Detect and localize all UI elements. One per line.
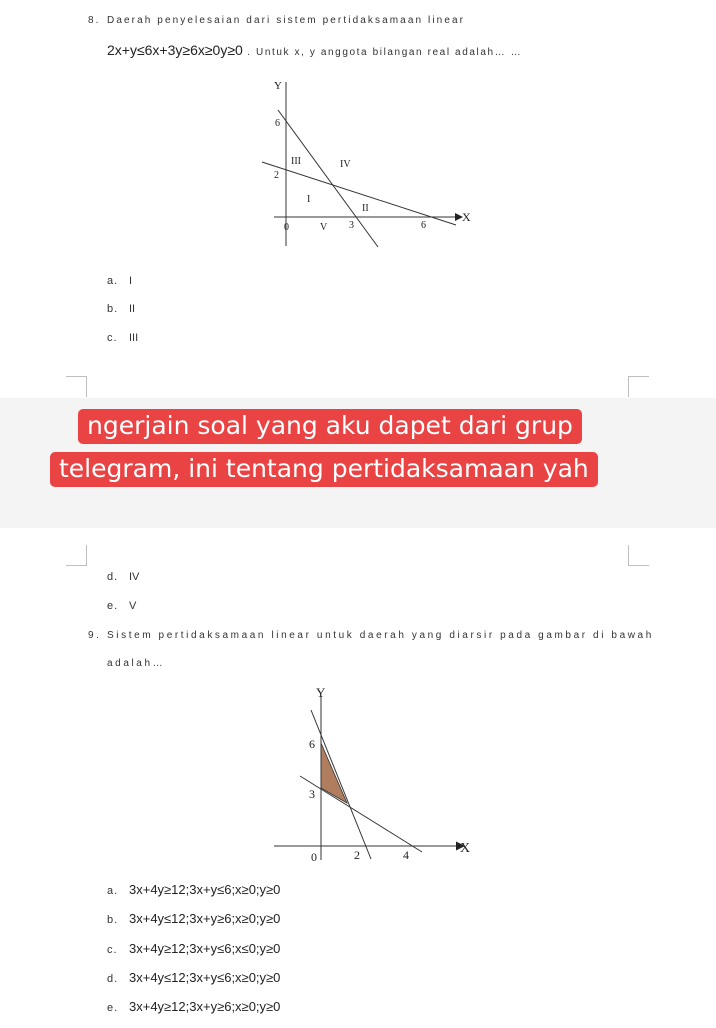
option-letter: a. xyxy=(107,885,119,897)
page-corner-mark xyxy=(66,376,87,397)
q9-number: 9. xyxy=(88,630,102,641)
q8-math: 2x+y≤6x+3y≥6x≥0y≥0 xyxy=(107,42,243,58)
option-value: III xyxy=(129,332,139,344)
q8-text2: . Untuk x, y anggota bilangan real adalah… … xyxy=(247,47,523,58)
q8-number: 8. xyxy=(88,15,101,26)
q9-option-b[interactable] xyxy=(107,911,280,926)
q8-tick-x6: 6 xyxy=(421,220,426,231)
q9-tick-x4: 4 xyxy=(403,848,409,862)
q8-region-V: V xyxy=(320,222,328,233)
q9-tick-y6: 6 xyxy=(309,737,315,751)
q8-line-x-3y-6 xyxy=(262,162,456,225)
q8-text: Daerah penyelesaian dari sistem pertidaksamaan linear xyxy=(107,15,466,26)
q9-tick-y3: 3 xyxy=(309,787,315,801)
q8-tick-y6: 6 xyxy=(275,118,280,129)
q8-label-y: Y xyxy=(274,80,282,92)
q8-option-c[interactable] xyxy=(107,332,138,344)
q8-region-II: II xyxy=(362,203,369,214)
q8-option-e[interactable] xyxy=(107,600,136,612)
q9-text2: adalah… xyxy=(107,658,166,669)
option-letter: e. xyxy=(107,600,119,612)
option-letter: b. xyxy=(107,914,119,926)
caption-line-2: telegram, ini tentang pertidaksamaan yah xyxy=(50,452,598,487)
q9-label-y: Y xyxy=(316,685,326,700)
q8-region-I: I xyxy=(307,194,311,205)
page-corner-mark xyxy=(628,376,649,397)
option-letter: e. xyxy=(107,1002,119,1014)
q9-origin: 0 xyxy=(311,850,317,864)
q8-line-2x-y-6 xyxy=(278,110,378,247)
option-value: II xyxy=(129,303,136,315)
q9-label-x: X xyxy=(460,841,471,856)
q8-label-x: X xyxy=(462,210,471,224)
option-value: 3x+4y≥12;3x+y≥6;x≥0;y≥0 xyxy=(129,999,281,1014)
q8-tick-x3: 3 xyxy=(349,220,354,231)
q9-shaded-region xyxy=(321,743,347,803)
q8-graph xyxy=(250,76,480,251)
option-value: I xyxy=(129,275,133,287)
q9-graph xyxy=(270,682,480,864)
caption-line-1: ngerjain soal yang aku dapet dari grup xyxy=(78,409,582,444)
q8-option-b[interactable] xyxy=(107,303,135,315)
option-value: IV xyxy=(129,571,140,583)
page-corner-mark xyxy=(66,545,87,566)
option-letter: c. xyxy=(107,332,118,344)
option-value: V xyxy=(129,600,137,612)
option-value: 3x+4y≤12;3x+y≤6;x≥0;y≥0 xyxy=(129,970,281,985)
q9-line-3x-y-6 xyxy=(311,710,371,859)
q8-statement-line2 xyxy=(107,42,522,60)
option-value: 3x+4y≥12;3x+y≤6;x≤0;y≥0 xyxy=(129,941,281,956)
q8-origin: 0 xyxy=(284,222,289,233)
q9-text: Sistem pertidaksamaan linear untuk daerah yang diarsir pada gambar di bawah xyxy=(107,630,654,641)
page-corner-mark xyxy=(628,545,649,566)
q9-option-c[interactable] xyxy=(107,941,280,956)
q9-tick-x2: 2 xyxy=(354,848,360,862)
q9-option-e[interactable] xyxy=(107,999,280,1014)
option-value: 3x+4y≥12;3x+y≤6;x≥0;y≥0 xyxy=(129,882,281,897)
q8-region-III: III xyxy=(291,156,301,167)
option-value: 3x+4y≤12;3x+y≥6;x≥0;y≥0 xyxy=(129,911,281,926)
q9-option-d[interactable] xyxy=(107,970,280,985)
q9-line-3x-4y-12 xyxy=(300,776,422,852)
q8-option-d[interactable] xyxy=(107,571,139,583)
q9-option-a[interactable] xyxy=(107,882,280,897)
option-letter: b. xyxy=(107,303,119,315)
option-letter: d. xyxy=(107,973,119,985)
option-letter: c. xyxy=(107,944,118,956)
option-letter: a. xyxy=(107,275,119,287)
q8-tick-y2: 2 xyxy=(274,170,279,181)
q8-option-a[interactable] xyxy=(107,275,132,287)
option-letter: d. xyxy=(107,571,119,583)
q8-region-IV: IV xyxy=(340,159,351,170)
